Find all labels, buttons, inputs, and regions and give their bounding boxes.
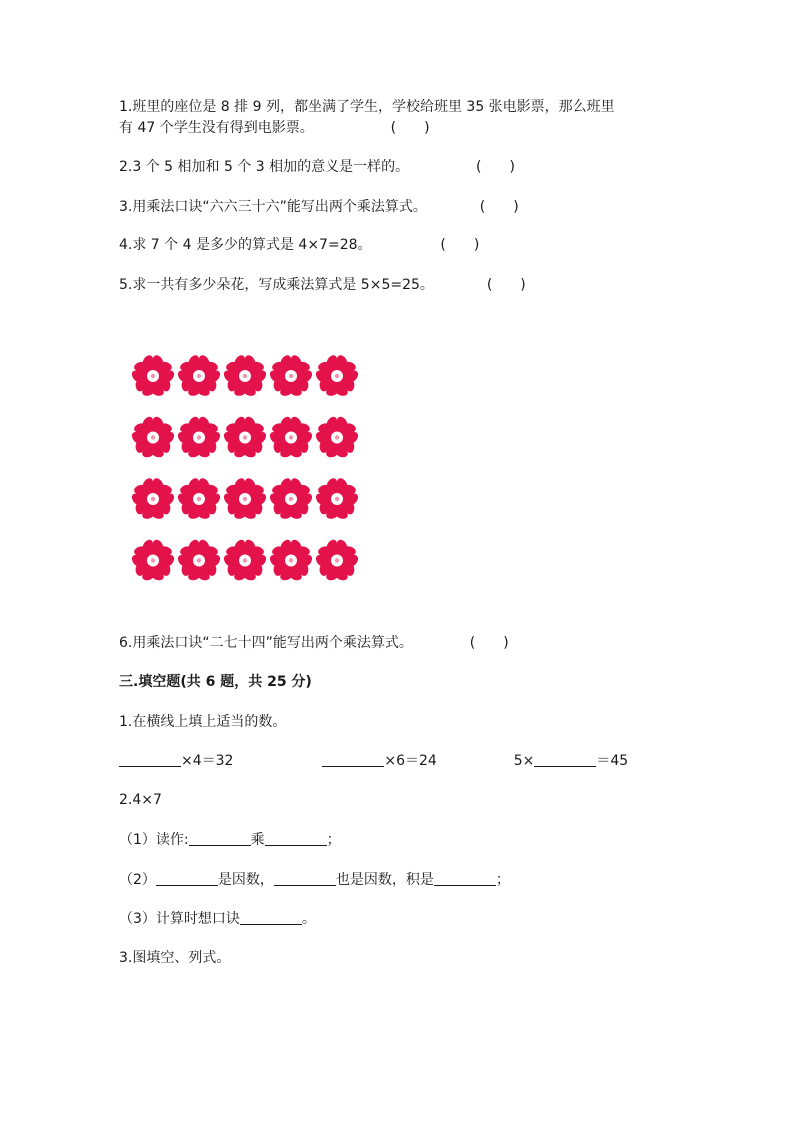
answer-blank[interactable] (240, 910, 302, 925)
flower-icon (176, 417, 222, 461)
judge-q4-text: 4.求 7 个 4 是多少的算式是 4×7=28。 (119, 237, 372, 253)
answer-paren: ( ) (440, 237, 480, 253)
flower-icon (222, 355, 268, 399)
judge-q3 (119, 197, 519, 217)
flower-icon (130, 540, 176, 584)
flower-icon (130, 417, 176, 461)
answer-blank[interactable] (322, 752, 384, 767)
judge-q6-text: 6.用乘法口诀“二七十四”能写出两个乘法算式。 (119, 635, 413, 651)
fill-q2-1-post: ； (326, 832, 341, 848)
answer-blank[interactable] (434, 871, 496, 886)
flower-grid (130, 352, 362, 590)
judge-q6 (119, 633, 509, 653)
fill-q3: 3.图填空、列式。 (119, 950, 231, 966)
judge-q1-line2 (119, 118, 430, 138)
fill-q2-1 (119, 830, 341, 850)
judge-q4 (119, 235, 479, 255)
answer-paren: ( ) (469, 635, 509, 651)
fill-q2-1-pre: （1）读作: (119, 832, 189, 848)
fill-q1-c-pre: 5× (513, 753, 535, 769)
flower-icon (268, 355, 314, 399)
judge-q5-text: 5.求一共有多少朵花，写成乘法算式是 5×5=25。 (119, 277, 434, 293)
flower-icon (268, 540, 314, 584)
fill-q1-items (119, 751, 628, 771)
flower-icon (222, 540, 268, 584)
fill-q1-c-post: ＝45 (596, 753, 629, 769)
fill-q1-b: ×6＝24 (384, 753, 437, 769)
fill-q1-a: ×4＝32 (181, 753, 234, 769)
judge-q5 (119, 275, 526, 295)
answer-paren: ( ) (476, 159, 515, 175)
flower-icon (314, 478, 360, 522)
flower-icon (130, 478, 176, 522)
flower-icon (176, 478, 222, 522)
answer-paren: ( ) (486, 277, 526, 293)
fill-q2-2-mid1: 是因数， (217, 872, 274, 888)
flower-icon (314, 417, 360, 461)
flower-icon (176, 355, 222, 399)
flower-icon (176, 540, 222, 584)
fill-q2-2-post: ； (495, 872, 510, 888)
answer-blank[interactable] (265, 831, 327, 846)
flower-icon (268, 478, 314, 522)
flower-icon (222, 478, 268, 522)
fill-q2-2 (119, 870, 510, 890)
fill-q2-3-pre: （3）计算时想口诀 (119, 911, 240, 927)
judge-q2 (119, 157, 515, 177)
judge-q3-text: 3.用乘法口诀“六六三十六”能写出两个乘法算式。 (119, 199, 427, 215)
fill-q2: 2.4×7 (119, 792, 162, 808)
section-title: 三.填空题(共 6 题，共 25 分) (119, 674, 312, 690)
flower-icon (130, 355, 176, 399)
flower-icon (268, 417, 314, 461)
fill-q2-2-mid2: 也是因数，积是 (335, 872, 434, 888)
flower-icon (314, 540, 360, 584)
judge-q1-line1: 1.班里的座位是 8 排 9 列，都坐满了学生，学校给班里 35 张电影票，那么班里 (119, 99, 615, 115)
answer-paren: ( ) (479, 199, 519, 215)
flower-icon (314, 355, 360, 399)
fill-q1: 1.在横线上填上适当的数。 (119, 714, 287, 730)
fill-q2-2-pre: （2） (119, 872, 156, 888)
answer-blank[interactable] (156, 871, 218, 886)
fill-q2-1-mid: 乘 (250, 832, 265, 848)
fill-q2-3 (119, 909, 316, 929)
judge-q2-text: 2.3 个 5 相加和 5 个 3 相加的意义是一样的。 (119, 159, 410, 175)
fill-q2-3-post: 。 (301, 911, 316, 927)
flower-icon (222, 417, 268, 461)
answer-blank[interactable] (534, 752, 596, 767)
judge-q1-text: 有 47 个学生没有得到电影票。 (119, 120, 314, 136)
answer-blank[interactable] (274, 871, 336, 886)
answer-paren: ( ) (390, 120, 430, 136)
answer-blank[interactable] (189, 831, 251, 846)
answer-blank[interactable] (119, 752, 181, 767)
